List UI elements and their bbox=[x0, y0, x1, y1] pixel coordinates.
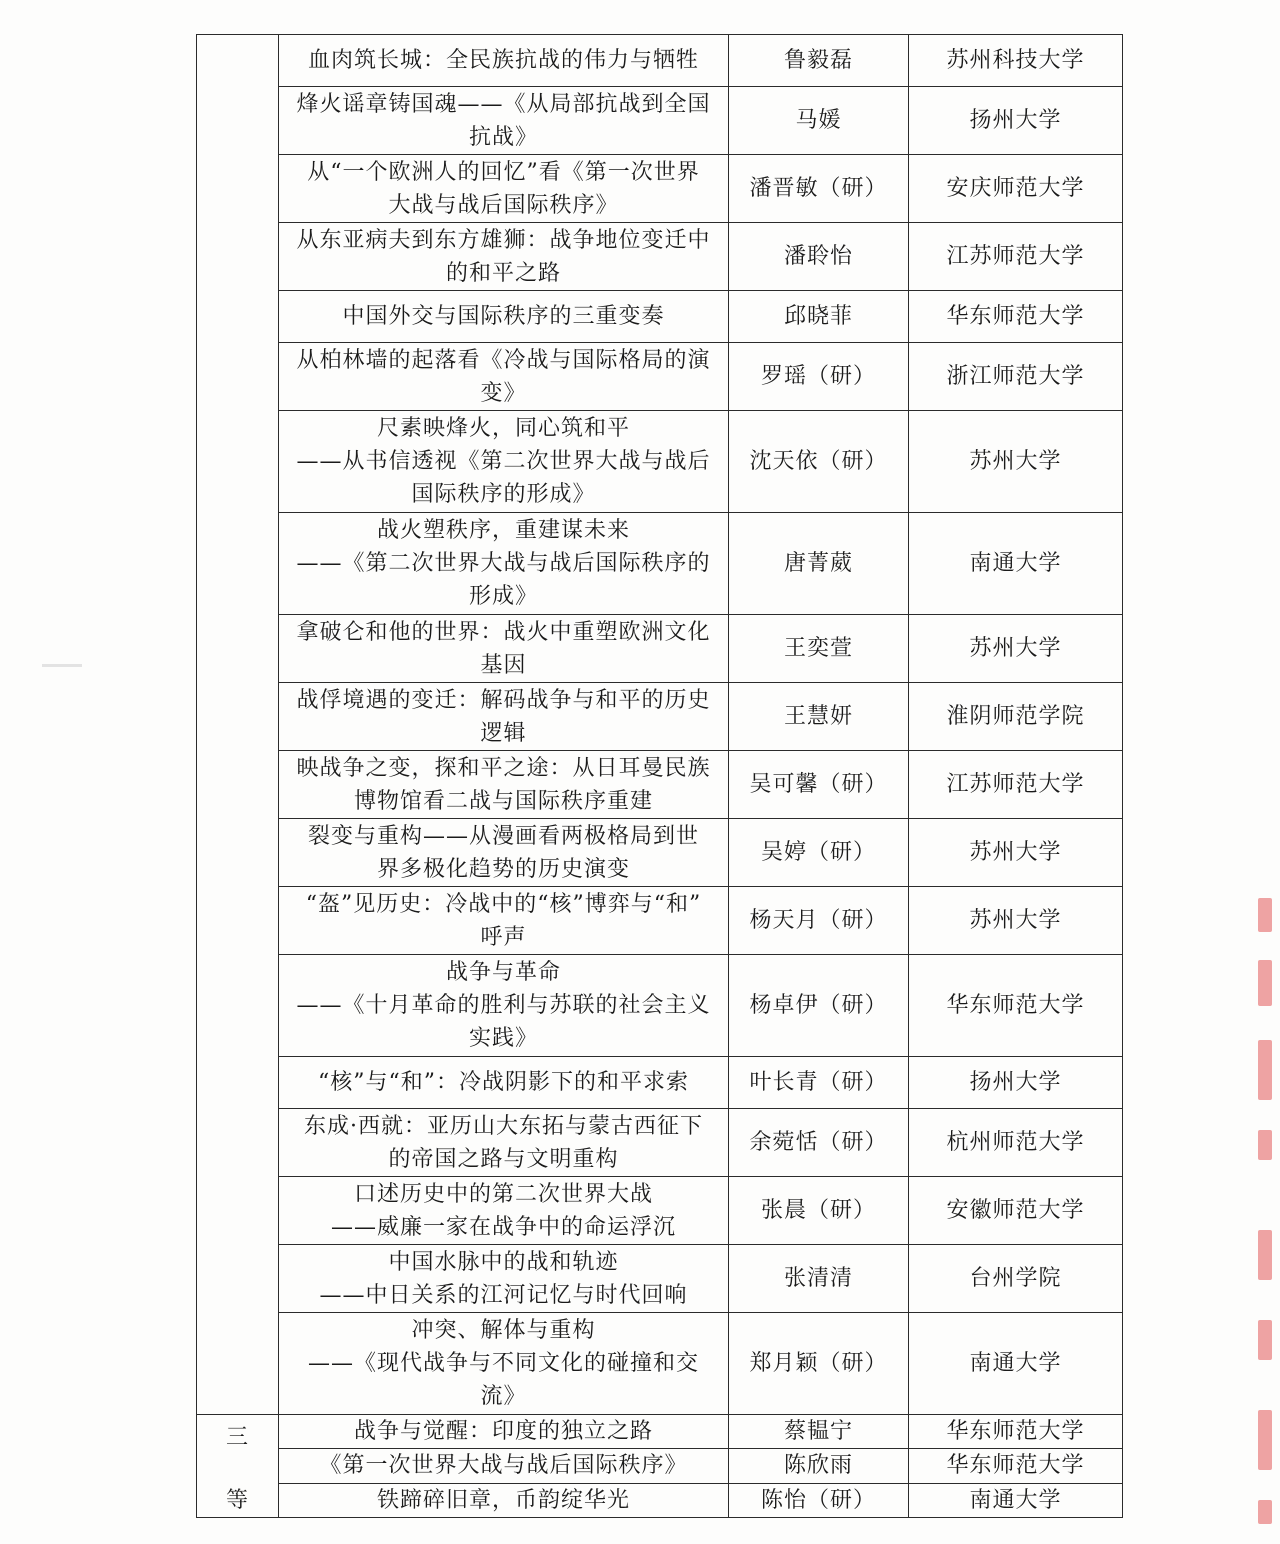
title-cell: 血肉筑长城：全民族抗战的伟力与牺牲 bbox=[279, 35, 729, 87]
scan-mark bbox=[42, 664, 82, 667]
stamp-fragment bbox=[1258, 1040, 1272, 1100]
author-cell: 蔡韫宁 bbox=[729, 1415, 909, 1449]
author-cell: 吴婷（研） bbox=[729, 819, 909, 887]
table-row bbox=[197, 1449, 1123, 1483]
grade-label-char: 等 bbox=[225, 1488, 249, 1513]
title-cell: 东成·西就：亚历山大东拓与蒙古西征下 的帝国之路与文明重构 bbox=[279, 1109, 729, 1177]
table-row bbox=[197, 1483, 1123, 1517]
author-cell: 陈怡（研） bbox=[729, 1483, 909, 1517]
author-cell: 张清清 bbox=[729, 1245, 909, 1313]
author-cell: 吴可馨（研） bbox=[729, 751, 909, 819]
grade-label-char: 三 bbox=[225, 1425, 249, 1450]
author-cell: 王慧妍 bbox=[729, 683, 909, 751]
title-cell: 尺素映烽火，同心筑和平 ——从书信透视《第二次世界大战与战后 国际秩序的形成》 bbox=[279, 411, 729, 513]
author-cell: 陈欣雨 bbox=[729, 1449, 909, 1483]
stamp-fragment bbox=[1258, 1320, 1272, 1360]
table-row bbox=[197, 1245, 1123, 1313]
table-row bbox=[197, 683, 1123, 751]
author-cell: 杨天月（研） bbox=[729, 887, 909, 955]
school-cell: 华东师范大学 bbox=[909, 291, 1123, 343]
title-cell: 战火塑秩序，重建谋未来 ——《第二次世界大战与战后国际秩序的 形成》 bbox=[279, 513, 729, 615]
school-cell: 华东师范大学 bbox=[909, 1449, 1123, 1483]
table-row bbox=[197, 955, 1123, 1057]
title-cell: 战争与觉醒：印度的独立之路 bbox=[279, 1415, 729, 1449]
school-cell: 华东师范大学 bbox=[909, 955, 1123, 1057]
table-row bbox=[197, 223, 1123, 291]
grade-label bbox=[203, 1415, 272, 1517]
school-cell: 扬州大学 bbox=[909, 1057, 1123, 1109]
author-cell: 潘晋敏（研） bbox=[729, 155, 909, 223]
school-cell: 苏州科技大学 bbox=[909, 35, 1123, 87]
title-cell: 裂变与重构——从漫画看两极格局到世 界多极化趋势的历史演变 bbox=[279, 819, 729, 887]
author-cell: 叶长青（研） bbox=[729, 1057, 909, 1109]
table-row bbox=[197, 887, 1123, 955]
author-cell: 杨卓伊（研） bbox=[729, 955, 909, 1057]
author-cell: 马媛 bbox=[729, 87, 909, 155]
title-cell: “核”与“和”：冷战阴影下的和平求索 bbox=[279, 1057, 729, 1109]
author-cell: 邱晓菲 bbox=[729, 291, 909, 343]
school-cell: 苏州大学 bbox=[909, 887, 1123, 955]
school-cell: 江苏师范大学 bbox=[909, 223, 1123, 291]
stamp-fragment bbox=[1258, 1230, 1272, 1280]
title-cell: 战争与革命 ——《十月革命的胜利与苏联的社会主义 实践》 bbox=[279, 955, 729, 1057]
title-cell: 铁蹄碎旧章，币韵绽华光 bbox=[279, 1483, 729, 1517]
title-cell: 中国外交与国际秩序的三重变奏 bbox=[279, 291, 729, 343]
grade-cell-third bbox=[197, 1415, 279, 1518]
author-cell: 唐菁葳 bbox=[729, 513, 909, 615]
red-seal-stamp bbox=[1236, 890, 1280, 1530]
awards-table-body bbox=[197, 35, 1123, 1518]
author-cell: 潘聆怡 bbox=[729, 223, 909, 291]
author-cell: 王奕萱 bbox=[729, 615, 909, 683]
author-cell: 鲁毅磊 bbox=[729, 35, 909, 87]
grade-cell-second bbox=[197, 35, 279, 1415]
author-cell: 郑月颖（研） bbox=[729, 1313, 909, 1415]
school-cell: 杭州师范大学 bbox=[909, 1109, 1123, 1177]
table-row bbox=[197, 513, 1123, 615]
title-cell: “盔”见历史：冷战中的“核”博弈与“和” 呼声 bbox=[279, 887, 729, 955]
title-cell: 从“一个欧洲人的回忆”看《第一次世界 大战与战后国际秩序》 bbox=[279, 155, 729, 223]
table-row bbox=[197, 291, 1123, 343]
table-row bbox=[197, 751, 1123, 819]
title-cell: 拿破仑和他的世界：战火中重塑欧洲文化 基因 bbox=[279, 615, 729, 683]
school-cell: 华东师范大学 bbox=[909, 1415, 1123, 1449]
title-cell: 映战争之变，探和平之途：从日耳曼民族 博物馆看二战与国际秩序重建 bbox=[279, 751, 729, 819]
table-row bbox=[197, 1177, 1123, 1245]
school-cell: 苏州大学 bbox=[909, 411, 1123, 513]
school-cell: 浙江师范大学 bbox=[909, 343, 1123, 411]
author-cell: 罗瑶（研） bbox=[729, 343, 909, 411]
table-row bbox=[197, 155, 1123, 223]
school-cell: 南通大学 bbox=[909, 1483, 1123, 1517]
title-cell: 中国水脉中的战和轨迹 ——中日关系的江河记忆与时代回响 bbox=[279, 1245, 729, 1313]
school-cell: 安徽师范大学 bbox=[909, 1177, 1123, 1245]
school-cell: 淮阴师范学院 bbox=[909, 683, 1123, 751]
stamp-fragment bbox=[1258, 898, 1272, 932]
school-cell: 江苏师范大学 bbox=[909, 751, 1123, 819]
table-row bbox=[197, 1109, 1123, 1177]
title-cell: 口述历史中的第二次世界大战 ——威廉一家在战争中的命运浮沉 bbox=[279, 1177, 729, 1245]
title-cell: 《第一次世界大战与战后国际秩序》 bbox=[279, 1449, 729, 1483]
school-cell: 南通大学 bbox=[909, 1313, 1123, 1415]
school-cell: 苏州大学 bbox=[909, 819, 1123, 887]
awards-table bbox=[196, 34, 1123, 1518]
title-cell: 从柏林墙的起落看《冷战与国际格局的演 变》 bbox=[279, 343, 729, 411]
author-cell: 张晨（研） bbox=[729, 1177, 909, 1245]
title-cell: 冲突、解体与重构 ——《现代战争与不同文化的碰撞和交 流》 bbox=[279, 1313, 729, 1415]
author-cell: 沈天依（研） bbox=[729, 411, 909, 513]
title-cell: 烽火谣章铸国魂——《从局部抗战到全国 抗战》 bbox=[279, 87, 729, 155]
table-row bbox=[197, 1057, 1123, 1109]
table-row bbox=[197, 1415, 1123, 1449]
stamp-fragment bbox=[1258, 1130, 1272, 1160]
author-cell: 余菀恬（研） bbox=[729, 1109, 909, 1177]
stamp-fragment bbox=[1258, 1500, 1272, 1524]
title-cell: 战俘境遇的变迁：解码战争与和平的历史 逻辑 bbox=[279, 683, 729, 751]
school-cell: 南通大学 bbox=[909, 513, 1123, 615]
table-row bbox=[197, 615, 1123, 683]
table-row bbox=[197, 35, 1123, 87]
table-row bbox=[197, 819, 1123, 887]
stamp-fragment bbox=[1258, 1410, 1272, 1470]
title-cell: 从东亚病夫到东方雄狮：战争地位变迁中 的和平之路 bbox=[279, 223, 729, 291]
school-cell: 安庆师范大学 bbox=[909, 155, 1123, 223]
table-row bbox=[197, 343, 1123, 411]
school-cell: 扬州大学 bbox=[909, 87, 1123, 155]
table-row bbox=[197, 87, 1123, 155]
stamp-fragment bbox=[1258, 960, 1272, 1006]
table-row bbox=[197, 411, 1123, 513]
table-row bbox=[197, 1313, 1123, 1415]
school-cell: 台州学院 bbox=[909, 1245, 1123, 1313]
school-cell: 苏州大学 bbox=[909, 615, 1123, 683]
